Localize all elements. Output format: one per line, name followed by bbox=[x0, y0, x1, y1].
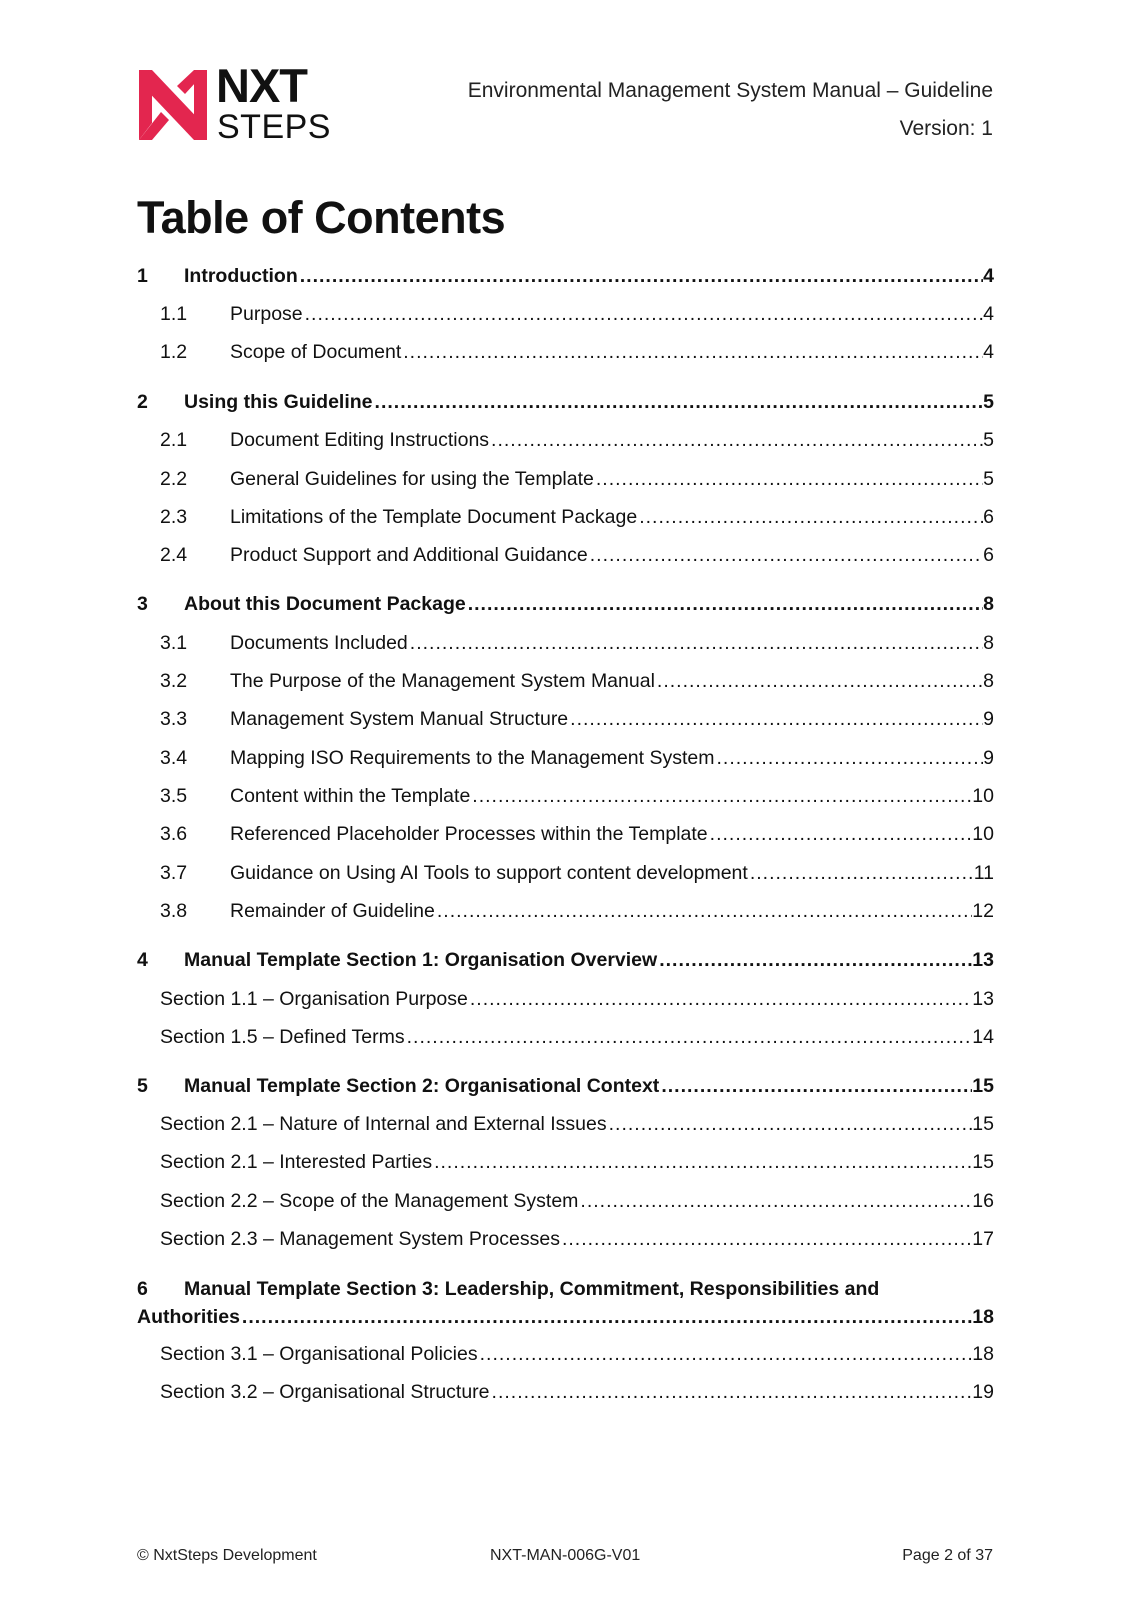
toc-subsection-entry[interactable] bbox=[160, 1187, 994, 1215]
toc-entry-page: 8 bbox=[983, 670, 994, 692]
toc-leader-dots bbox=[437, 897, 972, 925]
toc-section-entry[interactable] bbox=[137, 590, 994, 618]
toc-entry-title: Section 2.1 – Nature of Internal and External Issues bbox=[160, 1113, 607, 1135]
toc-entry-page: 8 bbox=[983, 632, 994, 654]
toc-entry-number: 3.7 bbox=[160, 862, 188, 884]
toc-entry-page: 9 bbox=[983, 708, 994, 730]
toc-entry-title: Introduction bbox=[184, 265, 298, 287]
toc-entry-title: General Guidelines for using the Template bbox=[230, 468, 594, 490]
toc-entry-number: 1 bbox=[137, 265, 148, 287]
toc-entry-title: Manual Template Section 2: Organisational Context bbox=[184, 1075, 660, 1097]
toc-leader-dots bbox=[468, 590, 983, 618]
toc-entry-page: 6 bbox=[983, 544, 994, 566]
toc-entry-title: Section 2.1 – Interested Parties bbox=[160, 1151, 433, 1173]
toc-subsection-entry[interactable] bbox=[160, 629, 994, 657]
toc-section-entry[interactable] bbox=[137, 388, 994, 416]
toc-entry-page: 12 bbox=[972, 900, 994, 922]
toc-entry-number: 3 bbox=[137, 593, 148, 615]
document-title: Environmental Management System Manual – Guideline bbox=[467, 79, 993, 102]
toc-entry-number: 3.5 bbox=[160, 785, 188, 807]
toc-leader-dots bbox=[375, 388, 984, 416]
toc-entry-page: 15 bbox=[972, 1113, 994, 1135]
toc-subsection-entry[interactable] bbox=[160, 782, 994, 810]
toc-entry-page: 4 bbox=[983, 341, 994, 363]
toc-leader-dots bbox=[609, 1110, 973, 1138]
toc-entry-title: About this Document Package bbox=[184, 593, 466, 615]
toc-entry-title: Referenced Placeholder Processes within the Template bbox=[230, 823, 708, 845]
toc-entry-number: 2.4 bbox=[160, 544, 188, 566]
toc-subsection-entry[interactable] bbox=[160, 667, 994, 695]
toc-leader-dots bbox=[590, 541, 983, 569]
toc-leader-dots bbox=[480, 1340, 973, 1368]
toc-entry-title: Manual Template Section 1: Organisation Overview bbox=[184, 949, 658, 971]
toc-entry-page: 15 bbox=[972, 1075, 994, 1097]
toc-entry-title: Remainder of Guideline bbox=[230, 900, 435, 922]
toc-entry-page: 6 bbox=[983, 506, 994, 528]
toc-entry-number: 1.1 bbox=[160, 303, 188, 325]
toc-leader-dots bbox=[242, 1303, 972, 1331]
toc-leader-dots bbox=[434, 1148, 972, 1176]
toc-subsection-entry[interactable] bbox=[160, 859, 994, 887]
logo-wordmark-bottom: STEPS bbox=[217, 108, 331, 146]
toc-entry-number: 3.1 bbox=[160, 632, 188, 654]
toc-entry-title: Section 1.1 – Organisation Purpose bbox=[160, 988, 468, 1010]
toc-entry-title: Purpose bbox=[230, 303, 303, 325]
toc-entry-number: 1.2 bbox=[160, 341, 188, 363]
toc-subsection-entry[interactable] bbox=[160, 744, 994, 772]
toc-subsection-entry[interactable] bbox=[160, 541, 994, 569]
toc-section-entry[interactable] bbox=[137, 262, 994, 290]
toc-entry-title: Manual Template Section 3: Leadership, Commitment, Responsibilities and bbox=[184, 1278, 880, 1300]
toc-leader-dots bbox=[580, 1187, 972, 1215]
toc-entry-number: 2.3 bbox=[160, 506, 188, 528]
toc-leader-dots bbox=[659, 946, 972, 974]
toc-entry-number: 3.2 bbox=[160, 670, 188, 692]
toc-entry-number: 2.2 bbox=[160, 468, 188, 490]
toc-entry-number: 3.3 bbox=[160, 708, 188, 730]
toc-leader-dots bbox=[639, 503, 983, 531]
toc-subsection-entry[interactable] bbox=[160, 1148, 994, 1176]
toc-entry-page: 4 bbox=[983, 303, 994, 325]
toc-subsection-entry[interactable] bbox=[160, 1340, 994, 1368]
toc-entry-title: Scope of Document bbox=[230, 341, 402, 363]
toc-entry-page: 19 bbox=[972, 1381, 994, 1403]
toc-entry-number: 2.1 bbox=[160, 429, 188, 451]
toc-entry-page: 10 bbox=[972, 823, 994, 845]
toc-entry-title: Guidance on Using AI Tools to support content development bbox=[230, 862, 748, 884]
nxtsteps-logo-icon bbox=[137, 68, 209, 142]
toc-leader-dots bbox=[470, 985, 972, 1013]
toc-entry-title: Mapping ISO Requirements to the Management System bbox=[230, 747, 715, 769]
toc-subsection-entry[interactable] bbox=[160, 985, 994, 1013]
toc-entry-number: 6 bbox=[137, 1278, 148, 1300]
toc-subsection-entry[interactable] bbox=[160, 300, 994, 328]
toc-leader-dots bbox=[305, 300, 984, 328]
toc-entry-page: 5 bbox=[983, 391, 994, 413]
toc-entry-title: Section 1.5 – Defined Terms bbox=[160, 1026, 405, 1048]
toc-entry-title: Product Support and Additional Guidance bbox=[230, 544, 588, 566]
toc-entry-page: 4 bbox=[983, 265, 994, 287]
toc-entry-page: 18 bbox=[972, 1306, 994, 1328]
toc-leader-dots bbox=[717, 744, 984, 772]
toc-entry-page: 18 bbox=[972, 1343, 994, 1365]
toc-entry-title: Section 3.1 – Organisational Policies bbox=[160, 1343, 478, 1365]
toc-subsection-entry[interactable] bbox=[160, 897, 994, 925]
toc-leader-dots bbox=[562, 1225, 972, 1253]
toc-section-entry[interactable] bbox=[137, 946, 994, 974]
footer-copyright: © NxtSteps Development bbox=[137, 1547, 317, 1564]
toc-entry-page: 10 bbox=[972, 785, 994, 807]
toc-entry-title: The Purpose of the Management System Manual bbox=[230, 670, 655, 692]
toc-subsection-entry[interactable] bbox=[160, 503, 994, 531]
toc-subsection-entry[interactable] bbox=[160, 820, 994, 848]
toc-entry-page: 13 bbox=[972, 949, 994, 971]
toc-entry-title: Management System Manual Structure bbox=[230, 708, 569, 730]
toc-subsection-entry[interactable] bbox=[160, 1023, 994, 1051]
toc-entry-page: 9 bbox=[983, 747, 994, 769]
toc-entry-title: Section 3.2 – Organisational Structure bbox=[160, 1381, 490, 1403]
toc-leader-dots bbox=[657, 667, 983, 695]
toc-subsection-entry[interactable] bbox=[160, 1225, 994, 1253]
toc-entry-page: 5 bbox=[983, 468, 994, 490]
toc-section-entry[interactable] bbox=[137, 1072, 994, 1100]
toc-entry-title: Documents Included bbox=[230, 632, 408, 654]
toc-entry-title-continued: Authorities bbox=[137, 1306, 240, 1328]
toc-entry-title: Limitations of the Template Document Package bbox=[230, 506, 638, 528]
toc-entry-title: Using this Guideline bbox=[184, 391, 373, 413]
toc-leader-dots bbox=[472, 782, 972, 810]
toc-entry-number: 2 bbox=[137, 391, 148, 413]
toc-entry-page: 14 bbox=[972, 1026, 994, 1048]
toc-subsection-entry[interactable] bbox=[160, 705, 994, 733]
toc-leader-dots bbox=[407, 1023, 973, 1051]
logo-wordmark-top: NXT bbox=[216, 59, 307, 112]
toc-leader-dots bbox=[596, 465, 983, 493]
footer-document-code: NXT-MAN-006G-V01 bbox=[490, 1547, 641, 1564]
toc-entry-title: Content within the Template bbox=[230, 785, 471, 807]
toc-entry-title: Document Editing Instructions bbox=[230, 429, 490, 451]
toc-leader-dots bbox=[300, 262, 983, 290]
toc-leader-dots bbox=[491, 426, 983, 454]
toc-entry-page: 11 bbox=[973, 862, 994, 884]
toc-subsection-entry[interactable] bbox=[160, 465, 994, 493]
toc-entry-number: 3.8 bbox=[160, 900, 188, 922]
toc-entry-title: Section 2.3 – Management System Processes bbox=[160, 1228, 560, 1250]
toc-entry-page: 15 bbox=[972, 1151, 994, 1173]
toc-entry-number: 5 bbox=[137, 1075, 148, 1097]
toc-entry-number: 4 bbox=[137, 949, 148, 971]
toc-leader-dots bbox=[750, 859, 974, 887]
toc-section-entry[interactable] bbox=[137, 1275, 994, 1335]
toc-subsection-entry[interactable] bbox=[160, 1378, 994, 1406]
toc-entry-page: 8 bbox=[983, 593, 994, 615]
toc-entry-page: 5 bbox=[983, 429, 994, 451]
toc-leader-dots bbox=[403, 338, 983, 366]
toc-entry-title: Section 2.2 – Scope of the Management System bbox=[160, 1190, 579, 1212]
toc-entry-page: 17 bbox=[972, 1228, 994, 1250]
toc-leader-dots bbox=[710, 820, 973, 848]
toc-heading: Table of Contents bbox=[137, 192, 506, 243]
toc-entry-page: 16 bbox=[972, 1190, 994, 1212]
toc-subsection-entry[interactable] bbox=[160, 338, 994, 366]
toc-entry-number: 3.6 bbox=[160, 823, 188, 845]
toc-subsection-entry[interactable] bbox=[160, 426, 994, 454]
toc-subsection-entry[interactable] bbox=[160, 1110, 994, 1138]
toc-leader-dots bbox=[492, 1378, 973, 1406]
toc-entry-number: 3.4 bbox=[160, 747, 188, 769]
toc-entry-page: 13 bbox=[972, 988, 994, 1010]
nxtsteps-logo bbox=[137, 59, 331, 146]
document-version: Version: 1 bbox=[899, 117, 993, 140]
toc-leader-dots bbox=[570, 705, 983, 733]
toc-leader-dots bbox=[410, 629, 983, 657]
footer-page-number: Page 2 of 37 bbox=[902, 1547, 993, 1564]
toc-leader-dots bbox=[661, 1072, 972, 1100]
